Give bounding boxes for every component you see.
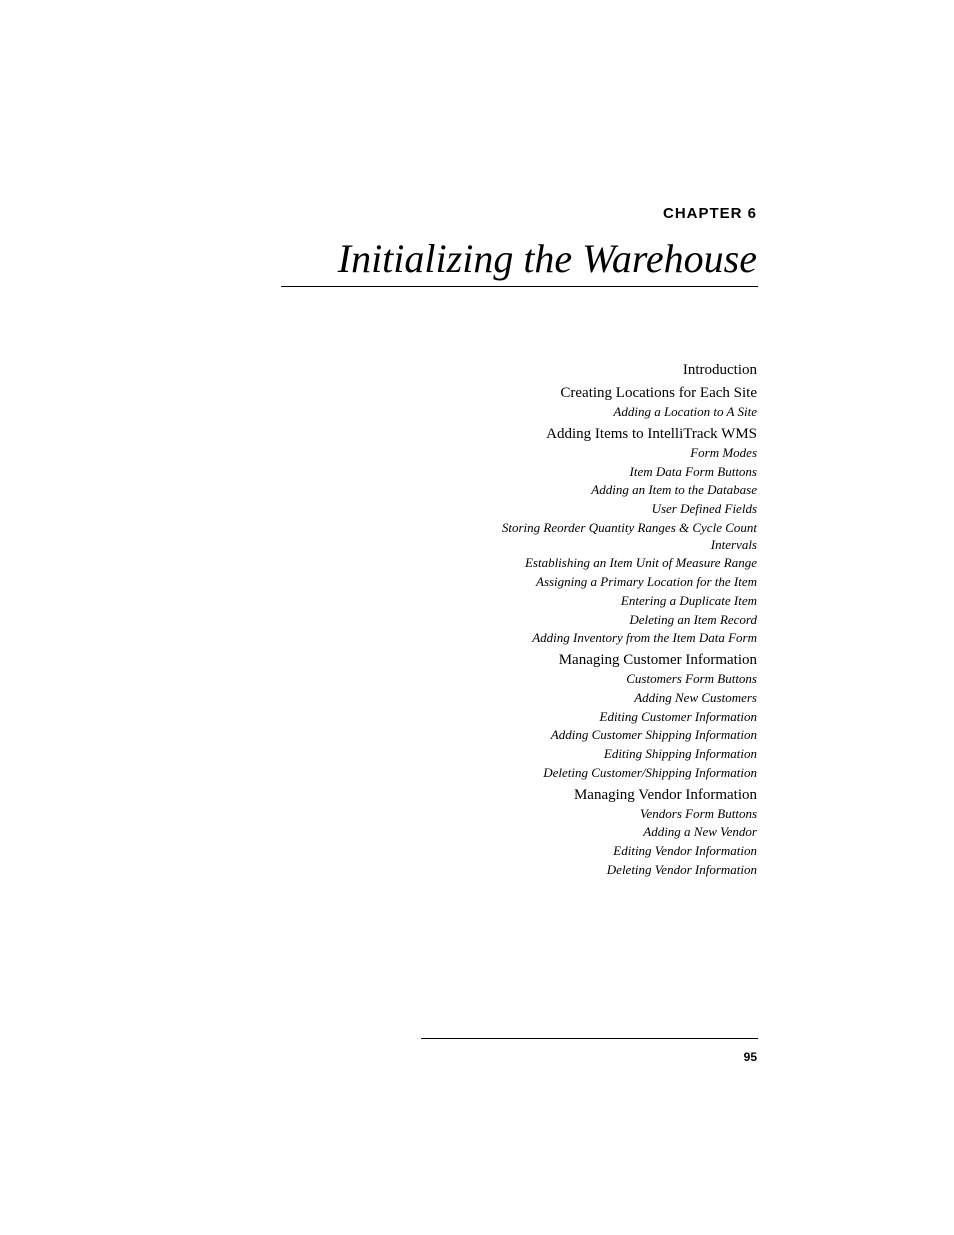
toc-subsection[interactable]: Form Modes <box>690 445 757 460</box>
toc-subsection[interactable]: Editing Customer Information <box>599 708 757 724</box>
toc-subsection[interactable]: Establishing an Item Unit of Measure Range <box>524 555 757 571</box>
toc-subsection[interactable]: Adding a New Vendor <box>643 824 757 840</box>
page-number: 95 <box>743 1050 757 1064</box>
toc-subsection[interactable]: Assigning a Primary Location for the Item <box>536 574 757 590</box>
toc-subsection[interactable]: Deleting an Item Record <box>629 611 757 627</box>
toc-subsection[interactable]: Adding New Customers <box>634 689 757 705</box>
toc-subsection[interactable]: Entering a Duplicate Item <box>620 592 757 608</box>
toc-subsection[interactable]: Adding a Location to A Site <box>613 404 757 419</box>
toc-section-introduction[interactable]: Introduction <box>682 362 757 378</box>
toc-subsection[interactable]: Item Data Form Buttons <box>629 463 757 479</box>
toc-subsection[interactable]: Adding an Item to the Database <box>591 482 757 498</box>
toc-subsection[interactable]: Deleting Vendor Information <box>606 861 757 877</box>
toc-subsection[interactable]: Adding Customer Shipping Information <box>550 727 757 743</box>
toc-subsection[interactable]: Editing Shipping Information <box>603 745 757 761</box>
toc-subsection[interactable]: Storing Reorder Quantity Ranges & Cycle Count Intervals <box>501 519 757 552</box>
toc-section-adding-items[interactable]: Adding Items to IntelliTrack WMS <box>546 426 757 442</box>
toc-subsection[interactable]: Editing Vendor Information <box>613 843 757 858</box>
toc-subsection[interactable]: Deleting Customer/Shipping Information <box>543 764 757 780</box>
chapter-label: CHAPTER 6 <box>662 205 757 222</box>
table-of-contents <box>457 361 757 878</box>
toc-subsection[interactable]: Adding Inventory from the Item Data Form <box>532 630 757 646</box>
toc-subsection[interactable]: Vendors Form Buttons <box>640 805 757 821</box>
toc-section-managing-customers[interactable]: Managing Customer Information <box>558 652 757 669</box>
title-rule <box>281 286 758 287</box>
footer-rule <box>421 1038 758 1039</box>
toc-section-managing-vendors[interactable]: Managing Vendor Information <box>573 786 757 803</box>
toc-section-creating-locations[interactable]: Creating Locations for Each Site <box>560 385 757 401</box>
toc-subsection[interactable]: User Defined Fields <box>651 501 757 517</box>
chapter-title: Initializing the Warehouse <box>337 236 757 281</box>
toc-subsection[interactable]: Customers Form Buttons <box>626 671 757 687</box>
